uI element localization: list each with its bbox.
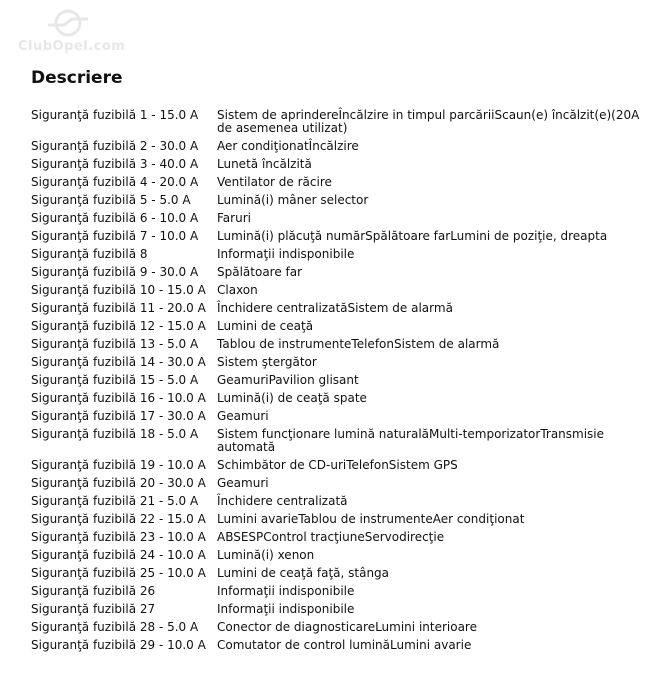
fuse-description: Tablou de instrumenteTelefonSistem de alarmă	[217, 337, 500, 351]
fuse-label: Siguranţă fuzibilă 13 - 5.0 A	[31, 337, 199, 351]
fuse-label: Siguranţă fuzibilă 25 - 10.0 A	[31, 566, 206, 580]
fuse-row	[31, 194, 655, 212]
fuse-description: Informaţii indisponibile	[217, 247, 355, 261]
fuse-label: Siguranţă fuzibilă 7 - 10.0 A	[31, 229, 199, 243]
fuse-description: Faruri	[217, 211, 251, 225]
fuse-description: Informaţii indisponibile	[217, 584, 355, 598]
fuse-description: Lumină(i) de ceaţă spate	[217, 391, 367, 405]
fuse-description: Închidere centralizatăSistem de alarmă	[217, 301, 453, 315]
fuse-description: Comutator de control luminăLumini avarie	[217, 638, 472, 652]
fuse-description: Geamuri	[217, 476, 269, 490]
fuse-table	[31, 109, 655, 657]
fuse-description: Lumină(i) mâner selector	[217, 193, 369, 207]
fuse-row	[31, 639, 655, 657]
fuse-label: Siguranţă fuzibilă 16 - 10.0 A	[31, 391, 206, 405]
fuse-row	[31, 320, 655, 338]
fuse-label: Siguranţă fuzibilă 11 - 20.0 A	[31, 301, 206, 315]
fuse-label: Siguranţă fuzibilă 14 - 30.0 A	[31, 355, 206, 369]
fuse-description: Sistem de aprindereÎncălzire in timpul parcăriiScaun(e) încălzit(e)(20A de asemenea utilizat)	[217, 108, 640, 135]
fuse-label: Siguranţă fuzibilă 27	[31, 602, 156, 616]
fuse-description: Închidere centralizată	[217, 494, 348, 508]
fuse-label: Siguranţă fuzibilă 17 - 30.0 A	[31, 409, 206, 423]
fuse-description: Aer condiţionatÎncălzire	[217, 139, 359, 153]
fuse-description: Sistem funcţionare lumină naturalăMulti-temporizatorTransmisie automată	[217, 427, 605, 454]
fuse-row	[31, 392, 655, 410]
fuse-label: Siguranţă fuzibilă 22 - 15.0 A	[31, 512, 206, 526]
fuse-row	[31, 302, 655, 320]
page-footer	[31, 685, 659, 691]
fuse-label: Siguranţă fuzibilă 6 - 10.0 A	[31, 211, 199, 225]
fuse-row	[31, 459, 655, 477]
fuse-description: Sistem ştergător	[217, 355, 317, 369]
fuse-description: Lunetă încălzită	[217, 157, 312, 171]
fuse-row	[31, 603, 655, 621]
fuse-label: Siguranţă fuzibilă 24 - 10.0 A	[31, 548, 206, 562]
fuse-description: Geamuri	[217, 409, 269, 423]
fuse-row	[31, 477, 655, 495]
fuse-table-body	[31, 109, 655, 657]
fuse-row	[31, 513, 655, 531]
fuse-label: Siguranţă fuzibilă 12 - 15.0 A	[31, 319, 206, 333]
fuse-row	[31, 495, 655, 513]
fuse-description: Lumină(i) plăcuţă numărSpălătoare farLumini de poziţie, dreapta	[217, 229, 608, 243]
fuse-row	[31, 140, 655, 158]
fuse-label: Siguranţă fuzibilă 5 - 5.0 A	[31, 193, 191, 207]
fuse-label: Siguranţă fuzibilă 1 - 15.0 A	[31, 108, 199, 122]
fuse-description: Schimbător de CD-uriTelefonSistem GPS	[217, 458, 458, 472]
fuse-description: Lumini de ceaţă faţă, stânga	[217, 566, 390, 580]
fuse-description: Informaţii indisponibile	[217, 602, 355, 616]
fuse-description: Lumini avarieTablou de instrumenteAer condiţionat	[217, 512, 525, 526]
fuse-label: Siguranţă fuzibilă 20 - 30.0 A	[31, 476, 206, 490]
fuse-description: Claxon	[217, 283, 258, 297]
fuse-label: Siguranţă fuzibilă 9 - 30.0 A	[31, 265, 199, 279]
fuse-label: Siguranţă fuzibilă 10 - 15.0 A	[31, 283, 206, 297]
fuse-description: Ventilator de răcire	[217, 175, 332, 189]
watermark-logo	[18, 8, 126, 56]
fuse-description: Spălătoare far	[217, 265, 303, 279]
fuse-row	[31, 585, 655, 603]
fuse-label: Siguranţă fuzibilă 15 - 5.0 A	[31, 373, 199, 387]
fuse-description: ABSESPControl tracţiuneServodirecţie	[217, 530, 445, 544]
fuse-row	[31, 374, 655, 392]
fuse-label: Siguranţă fuzibilă 26	[31, 584, 156, 598]
fuse-label: Siguranţă fuzibilă 28 - 5.0 A	[31, 620, 199, 634]
fuse-row	[31, 158, 655, 176]
fuse-label: Siguranţă fuzibilă 2 - 30.0 A	[31, 139, 199, 153]
fuse-label: Siguranţă fuzibilă 4 - 20.0 A	[31, 175, 199, 189]
fuse-row	[31, 248, 655, 266]
fuse-row	[31, 567, 655, 585]
fuse-row	[31, 230, 655, 248]
fuse-description: Lumină(i) xenon	[217, 548, 315, 562]
fuse-label: Siguranţă fuzibilă 23 - 10.0 A	[31, 530, 206, 544]
fuse-row	[31, 266, 655, 284]
fuse-description: Lumini de ceaţă	[217, 319, 314, 333]
fuse-row	[31, 410, 655, 428]
fuse-row	[31, 284, 655, 302]
fuse-row	[31, 338, 655, 356]
page-title: Descriere	[31, 68, 123, 88]
opel-logo-icon	[18, 8, 118, 42]
fuse-row	[31, 531, 655, 549]
fuse-row	[31, 428, 655, 459]
fuse-label: Siguranţă fuzibilă 29 - 10.0 A	[31, 638, 206, 652]
fuse-row	[31, 176, 655, 194]
fuse-label: Siguranţă fuzibilă 18 - 5.0 A	[31, 427, 199, 441]
watermark-text: ClubOpel.com	[18, 39, 126, 54]
fuse-row	[31, 356, 655, 374]
fuse-label: Siguranţă fuzibilă 8	[31, 247, 148, 261]
fuse-row	[31, 621, 655, 639]
fuse-row	[31, 212, 655, 230]
fuse-description: Conector de diagnosticareLumini interioare	[217, 620, 477, 634]
fuse-description: GeamuriPavilion glisant	[217, 373, 359, 387]
fuse-label: Siguranţă fuzibilă 21 - 5.0 A	[31, 494, 199, 508]
fuse-row	[31, 549, 655, 567]
fuse-label: Siguranţă fuzibilă 19 - 10.0 A	[31, 458, 206, 472]
fuse-label: Siguranţă fuzibilă 3 - 40.0 A	[31, 157, 199, 171]
fuse-row	[31, 109, 655, 140]
